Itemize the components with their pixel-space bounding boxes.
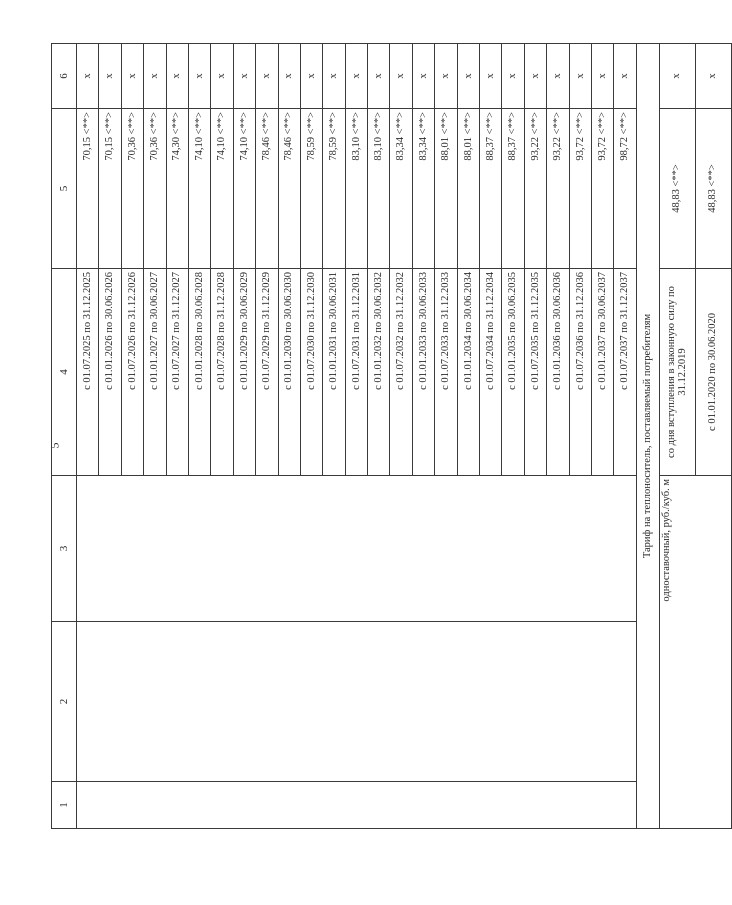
tariff-type-label: одноставочный, руб./куб. м xyxy=(659,476,731,829)
tariff-value-cell: 70,15 <**> xyxy=(99,109,121,269)
col6-cell: x xyxy=(256,44,278,109)
period-cell: с 01.07.2028 по 31.12.2028 xyxy=(211,269,233,476)
col-header-6: 6 xyxy=(52,44,77,109)
period-cell: с 01.07.2025 по 31.12.2025 xyxy=(77,269,99,476)
tariff-value-cell: 70,36 <**> xyxy=(144,109,166,269)
table-row xyxy=(659,44,695,829)
col6-cell: x xyxy=(569,44,591,109)
col-header-3: 3 xyxy=(52,476,77,622)
section-title: Тариф на теплоноситель, поставляемый потребителям xyxy=(636,44,659,829)
tariff-value-cell: 93,22 <**> xyxy=(547,109,569,269)
col6-cell: x xyxy=(591,44,613,109)
col6-cell: x xyxy=(614,44,636,109)
col6-cell: x xyxy=(323,44,345,109)
period-cell: с 01.01.2033 по 30.06.2033 xyxy=(412,269,434,476)
tariff-value-cell: 98,72 <**> xyxy=(614,109,636,269)
col-header-2: 2 xyxy=(52,622,77,782)
col6-cell: x xyxy=(695,44,731,109)
tariff-value-cell: 78,46 <**> xyxy=(278,109,300,269)
period-cell: с 01.01.2037 по 30.06.2037 xyxy=(591,269,613,476)
col6-cell: x xyxy=(480,44,502,109)
column-number-row xyxy=(52,44,77,829)
tariff-value-cell: 78,59 <**> xyxy=(323,109,345,269)
col6-cell: x xyxy=(188,44,210,109)
col6-cell: x xyxy=(412,44,434,109)
period-cell: с 01.01.2034 по 30.06.2034 xyxy=(457,269,479,476)
period-cell: с 01.01.2036 по 30.06.2036 xyxy=(547,269,569,476)
page-number: 5 xyxy=(47,442,62,449)
tariff-value-cell: 74,10 <**> xyxy=(233,109,255,269)
tariff-value-cell: 74,30 <**> xyxy=(166,109,188,269)
tariff-table xyxy=(51,43,732,829)
period-cell: с 01.07.2036 по 31.12.2036 xyxy=(569,269,591,476)
period-cell: с 01.07.2035 по 31.12.2035 xyxy=(524,269,546,476)
tariff-value-cell: 83,34 <**> xyxy=(412,109,434,269)
period-cell: с 01.01.2020 по 30.06.2020 xyxy=(695,269,731,476)
period-cell: с 01.07.2029 по 31.12.2029 xyxy=(256,269,278,476)
tariff-value-cell: 88,37 <**> xyxy=(480,109,502,269)
col6-cell: x xyxy=(435,44,457,109)
col6-cell: x xyxy=(77,44,99,109)
period-cell: с 01.07.2034 по 31.12.2034 xyxy=(480,269,502,476)
period-cell: с 01.07.2026 по 31.12.2026 xyxy=(121,269,143,476)
period-cell: с 01.01.2028 по 30.06.2028 xyxy=(188,269,210,476)
col6-cell: x xyxy=(502,44,524,109)
col6-cell: x xyxy=(524,44,546,109)
period-cell: с 01.01.2032 по 30.06.2032 xyxy=(368,269,390,476)
cell-col2-blank xyxy=(77,622,637,782)
rotated-tariff-table xyxy=(51,44,719,829)
tariff-value-cell: 70,36 <**> xyxy=(121,109,143,269)
tariff-value-cell: 93,22 <**> xyxy=(524,109,546,269)
period-cell: с 01.07.2037 по 31.12.2037 xyxy=(614,269,636,476)
col6-cell: x xyxy=(278,44,300,109)
col-header-5: 5 xyxy=(52,109,77,269)
col6-cell: x xyxy=(121,44,143,109)
tariff-value-cell: 78,46 <**> xyxy=(256,109,278,269)
tariff-value-cell: 48,83 <**> xyxy=(659,109,695,269)
tariff-value-cell: 88,01 <**> xyxy=(457,109,479,269)
period-cell: с 01.07.2031 по 31.12.2031 xyxy=(345,269,367,476)
period-cell: с 01.01.2031 по 30.06.2031 xyxy=(323,269,345,476)
col6-cell: x xyxy=(659,44,695,109)
period-cell: с 01.01.2027 по 30.06.2027 xyxy=(144,269,166,476)
col-header-4: 4 xyxy=(52,269,77,476)
period-cell: с 01.07.2030 по 31.12.2030 xyxy=(300,269,322,476)
tariff-value-cell: 93,72 <**> xyxy=(591,109,613,269)
col6-cell: x xyxy=(547,44,569,109)
col6-cell: x xyxy=(368,44,390,109)
tariff-value-cell: 70,15 <**> xyxy=(77,109,99,269)
tariff-value-cell: 88,37 <**> xyxy=(502,109,524,269)
tariff-value-cell: 83,10 <**> xyxy=(345,109,367,269)
col6-cell: x xyxy=(211,44,233,109)
col6-cell: x xyxy=(457,44,479,109)
period-cell: со дня вступления в законную силу по 31.12.2019 xyxy=(659,269,695,476)
col6-cell: x xyxy=(99,44,121,109)
cell-col1-blank xyxy=(77,782,637,829)
period-cell: с 01.01.2035 по 30.06.2035 xyxy=(502,269,524,476)
col6-cell: x xyxy=(300,44,322,109)
tariff-value-cell: 74,10 <**> xyxy=(188,109,210,269)
tariff-value-cell: 74,10 <**> xyxy=(211,109,233,269)
tariff-value-cell: 83,10 <**> xyxy=(368,109,390,269)
period-cell: с 01.01.2029 по 30.06.2029 xyxy=(233,269,255,476)
period-cell: с 01.01.2030 по 30.06.2030 xyxy=(278,269,300,476)
col6-cell: x xyxy=(144,44,166,109)
col6-cell: x xyxy=(345,44,367,109)
period-cell: с 01.07.2032 по 31.12.2032 xyxy=(390,269,412,476)
period-cell: с 01.07.2033 по 31.12.2033 xyxy=(435,269,457,476)
col-header-1: 1 xyxy=(52,782,77,829)
tariff-value-cell: 88,01 <**> xyxy=(435,109,457,269)
tariff-value-cell: 93,72 <**> xyxy=(569,109,591,269)
tariff-value-cell: 48,83 <**> xyxy=(695,109,731,269)
table-row xyxy=(77,44,99,829)
period-cell: с 01.07.2027 по 31.12.2027 xyxy=(166,269,188,476)
col6-cell: x xyxy=(233,44,255,109)
cell-col3-blank xyxy=(77,476,637,622)
period-cell: с 01.01.2026 по 30.06.2026 xyxy=(99,269,121,476)
tariff-value-cell: 78,59 <**> xyxy=(300,109,322,269)
tariff-value-cell: 83,34 <**> xyxy=(390,109,412,269)
col6-cell: x xyxy=(390,44,412,109)
section-header-row xyxy=(636,44,659,829)
col6-cell: x xyxy=(166,44,188,109)
